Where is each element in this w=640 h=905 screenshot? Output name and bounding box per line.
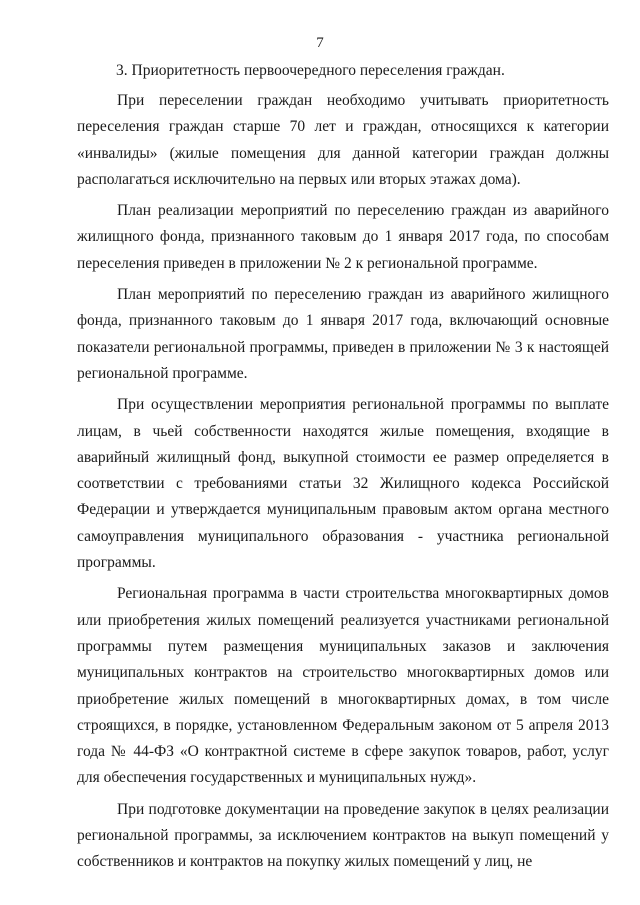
body-text (77, 88, 609, 876)
paragraph-procurement-documentation: При подготовке документации на проведение закупок в целях реализации региональной программы, за исключением контрактов на выкуп помещений у собственников и контрактов на покупку жилых помещений у лиц, не (77, 800, 609, 871)
paragraph-buyout-payment: При осуществлении мероприятия региональной программы по выплате лицам, в чьей собственности находятся жилые помещения, входящие в аварийный жилищный фонд, выкупной стоимости ее размер определяется в соответствии с требованиями статьи 32 Жилищного кодекса Российской Федерации и утверждается муниципальным правовым актом органа местного самоуправления муниципального образования - участника региональной программы. (77, 396, 609, 572)
page-number: 7 (316, 35, 324, 51)
paragraph-priority: При переселении граждан необходимо учитывать приоритетность переселения граждан старше 70 лет и граждан, относящихся к категории «инвалиды» (жилые помещения для данной категории граждан должны располагаться исключительно на первых или вторых этажах дома). (77, 92, 609, 188)
paragraph-implementation-plan: План реализации мероприятий по переселению граждан из аварийного жилищного фонда, признанного таковым до 1 января 2017 года, по способам переселения приведен в приложении № 2 к региональной программе. (77, 202, 609, 272)
paragraph-measures-plan: План мероприятий по переселению граждан из аварийного жилищного фонда, признанного таковым до 1 января 2017 года, включающий основные показатели региональной программы, приведен в приложении № 3 к настоящей региональной программе. (77, 286, 609, 382)
section-heading: 3. Приоритетность первоочередного переселения граждан. (116, 62, 505, 79)
paragraph-construction-procurement: Региональная программа в части строительства многоквартирных домов или приобретения жилых помещений реализуется участниками региональной программы путем размещения муниципальных заказов и заключения муниципальных контрактов на строительство многоквартирных домов или приобретение жилых помещений в многоквартирных домах, в том числе строящихся, в порядке, установленном Федеральным законом от 5 апреля 2013 года № 44-ФЗ «О контрактной системе в сфере закупок товаров, работ, услуг для обеспечения государственных и муниципальных нужд». (77, 585, 609, 787)
